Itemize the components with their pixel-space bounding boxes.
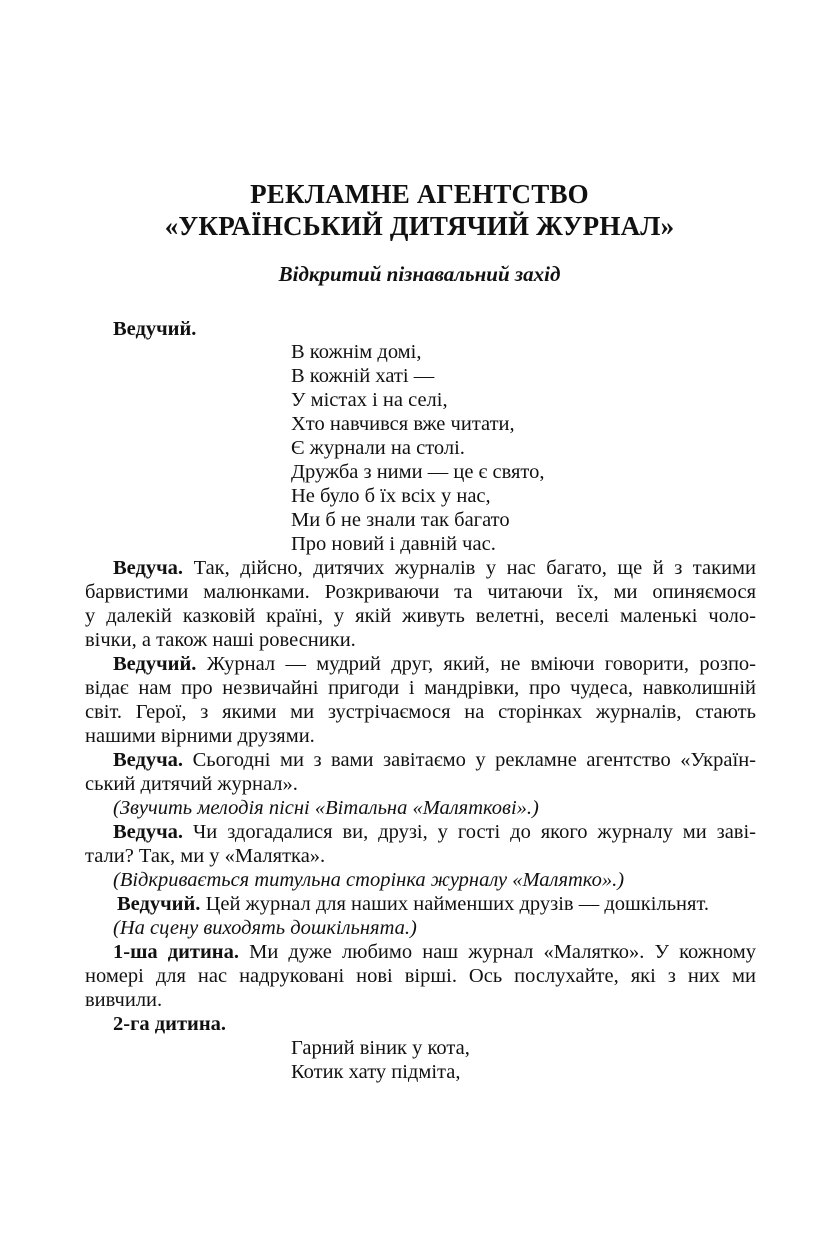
speaker-label: 1-ша дитина.: [113, 941, 239, 963]
speaker-label: 2-га дитина.: [113, 1013, 227, 1035]
speaker-label: Ведучий.: [113, 653, 197, 675]
paragraph-line: світ. Герої, з якими ми зустрічаємося на сторінках журналів, стають: [85, 701, 756, 723]
paragraph-line: ський дитячий журнал».: [85, 773, 298, 795]
poem-line: Ми б не знали так багато: [291, 509, 510, 531]
poem-line: Про новий і давній час.: [291, 533, 496, 555]
paragraph-line: [117, 892, 709, 916]
poem-line: Дружба з ними — це є свято,: [291, 461, 545, 483]
speaker-label: Ведуча.: [113, 557, 184, 579]
title-line-2: «УКРАЇНСЬКИЙ ДИТЯЧИЙ ЖУРНАЛ»: [164, 211, 675, 241]
poem-line: Гарний віник у кота,: [291, 1037, 470, 1059]
title-line-1: РЕКЛАМНЕ АГЕНТСТВО: [250, 179, 589, 209]
paragraph-line: вивчили.: [85, 989, 163, 1011]
subtitle: Відкритий пізнавальний захід: [278, 262, 561, 286]
speaker-label: Ведуча.: [113, 749, 184, 771]
paragraph-line: у далекій казковій країні, у якій живуть велетні, веселі маленькі чоло-: [85, 605, 756, 627]
paragraph-line: тали? Так, ми у «Малятка».: [85, 845, 326, 867]
paragraph-line: нашими вірними друзями.: [85, 725, 315, 747]
poem-line: Хто навчився вже читати,: [291, 413, 515, 435]
poem-line: Є журнали на столі.: [291, 437, 465, 459]
paragraph-text: Ми дуже любимо наш журнал «Малятко». У кожному: [239, 941, 756, 963]
paragraph-text: Чи здогадалися ви, друзі, у гості до якого журналу ми заві-: [183, 821, 756, 843]
speaker-label: Ведучий.: [113, 318, 197, 340]
paragraph-text: Цей журнал для наших найменших друзів — дошкільнят.: [200, 893, 709, 915]
paragraph-line: вічки, а також наші ровесники.: [85, 629, 356, 651]
paragraph-text: Так, дійсно, дитячих журналів у нас багато, ще й з такими: [183, 557, 756, 579]
stage-direction: (Звучить мелодія пісні «Вітальна «Маляткові».): [113, 797, 539, 819]
paragraph-line: [113, 940, 756, 964]
speaker-label: Ведучий.: [117, 893, 201, 915]
paragraph-text: Сьогодні ми з вами завітаємо у рекламне агентство «Україн-: [183, 749, 756, 771]
stage-direction: (Відкривається титульна сторінка журналу «Малятко».): [113, 869, 625, 891]
stage-direction: (На сцену виходять дошкільнята.): [113, 917, 417, 939]
speaker-label: Ведуча.: [113, 821, 184, 843]
paragraph-line: [113, 652, 756, 676]
paragraph-text: Журнал — мудрий друг, який, не вміючи говорити, розпо-: [196, 653, 756, 675]
paragraph-line: відає нам про незвичайні пригоди і мандрівки, про чудеса, навколишній: [85, 677, 756, 699]
poem-line: В кожній хаті —: [291, 365, 435, 387]
poem-line: Не було б їх всіх у нас,: [291, 485, 491, 507]
poem-line: В кожнім домі,: [291, 341, 422, 363]
poem-line: Котик хату підміта,: [291, 1061, 461, 1083]
paragraph-line: [113, 748, 756, 772]
paragraph-line: [113, 820, 756, 844]
paragraph-line: [113, 556, 756, 580]
paragraph-line: номері для нас надруковані нові вірші. Ось послухайте, які з них ми: [85, 965, 756, 987]
paragraph-line: барвистими малюнками. Розкриваючи та читаючи їх, ми опиняємося: [85, 581, 756, 603]
poem-line: У містах і на селі,: [291, 389, 448, 411]
